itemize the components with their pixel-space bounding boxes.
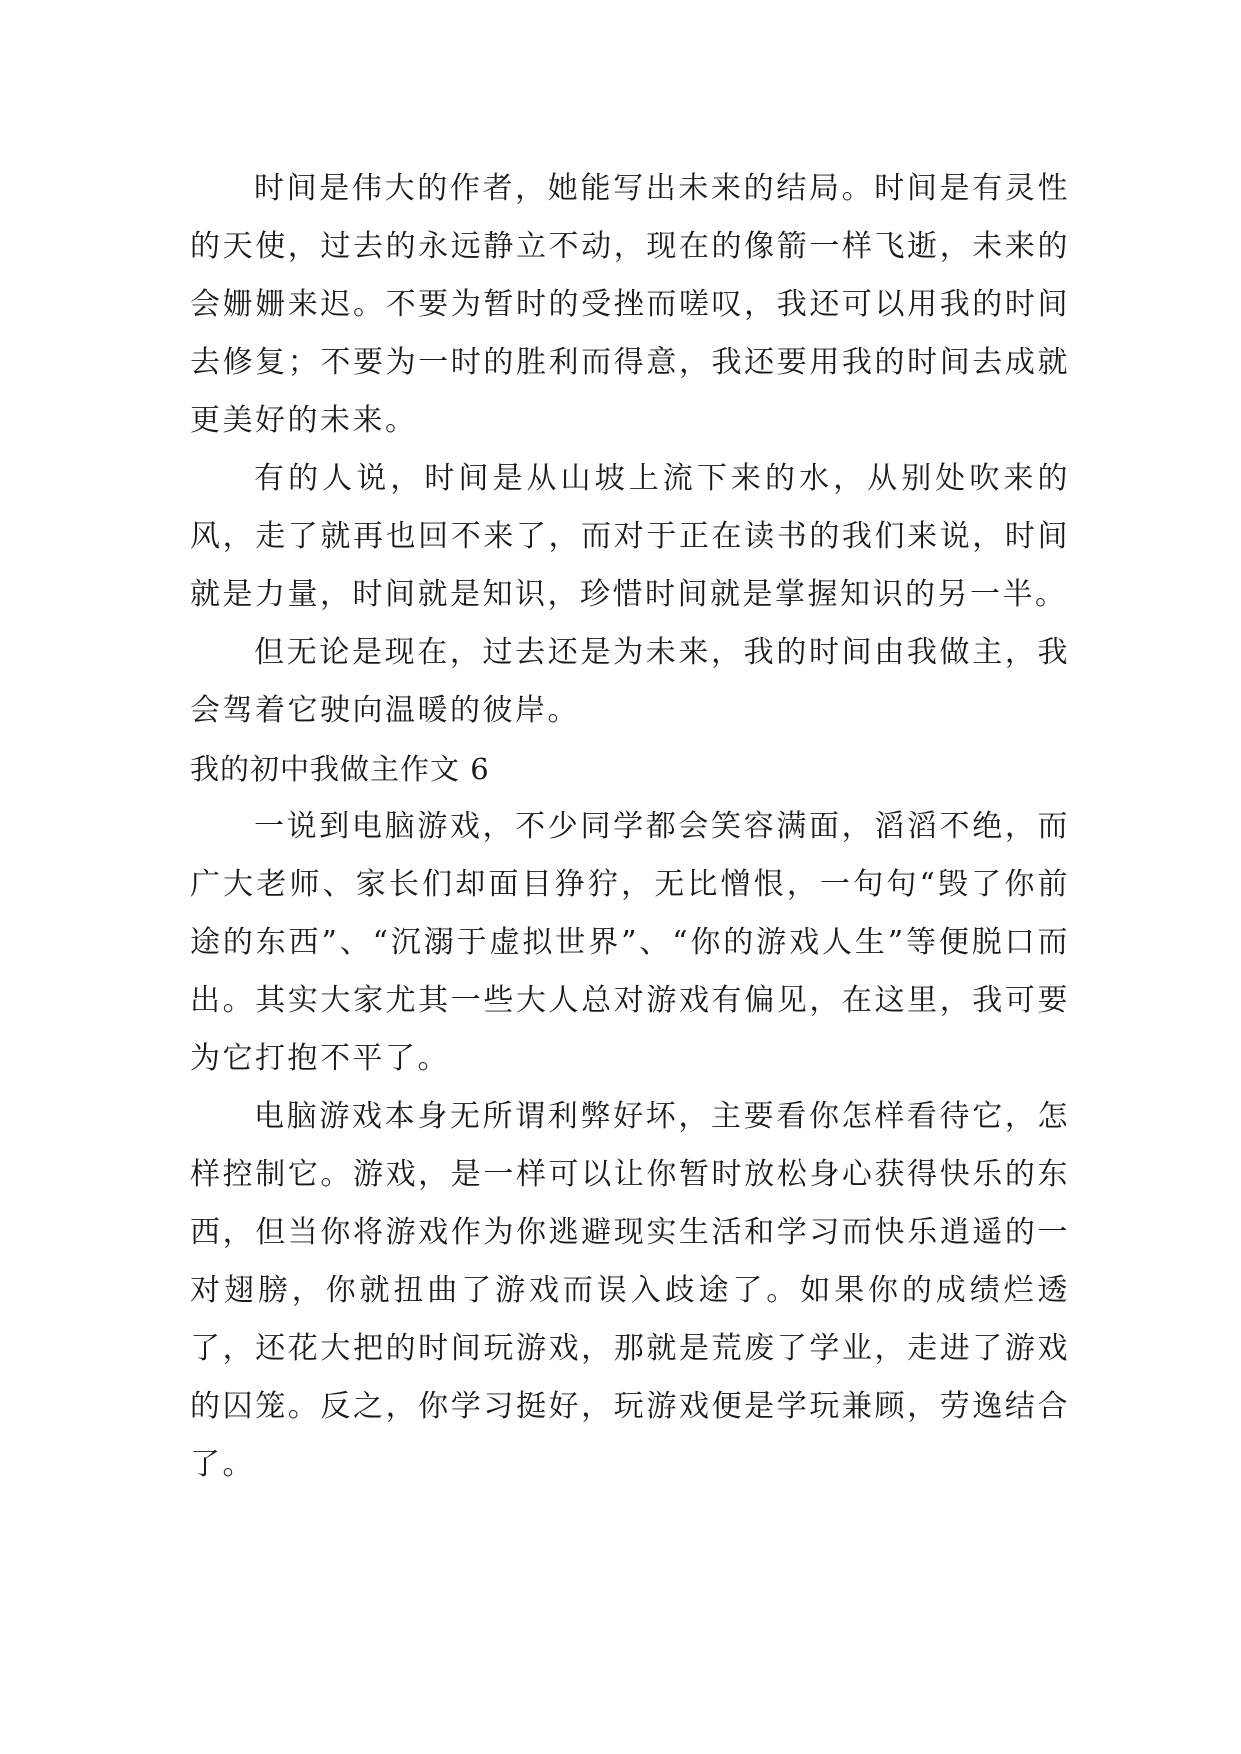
paragraph-games-intro: 一说到电脑游戏，不少同学都会笑容满面，滔滔不绝，而广大老师、家长们却面目狰狞，无比憎恨，一句句“毁了你前途的东西”、“沉溺于虚拟世界”、“你的游戏人生”等便脱口而出。其实大家尤其一些大人总对游戏有偏见，在这里，我可要为它打抱不平了。 [190,809,1070,1076]
paragraph-games-balance: 电脑游戏本身无所谓利弊好坏，主要看你怎样看待它，怎样控制它。游戏，是一样可以让你暂时放松身心获得快乐的东西，但当你将游戏作为你逃避现实生活和学习而快乐逍遥的一对翅膀，你就扭曲了游戏而误入歧途了。如果你的成绩烂透了，还花大把的时间玩游戏，那就是荒废了学业，走进了游戏的囚笼。反之，你学习挺好，玩游戏便是学玩兼顾，劳逸结合了。 [190,1099,1070,1482]
document-page [190,160,1070,1494]
paragraph-time-water: 有的人说，时间是从山坡上流下来的水，从别处吹来的风，走了就再也回不来了，而对于正在读书的我们来说，时间就是力量，时间就是知识，珍惜时间就是掌握知识的另一半。 [190,461,1070,612]
essay-title-6: 我的初中我做主作文 6 [190,752,490,786]
paragraph-time-author: 时间是伟大的作者，她能写出未来的结局。时间是有灵性的天使，过去的永远静立不动，现在的像箭一样飞逝，未来的会姗姗来迟。不要为暂时的受挫而嗟叹，我还可以用我的时间去修复；不要为一时的胜利而得意，我还要用我的时间去成就更美好的未来。 [190,171,1070,438]
paragraph-time-master: 但无论是现在，过去还是为未来，我的时间由我做主，我会驾着它驶向温暖的彼岸。 [190,635,1070,728]
